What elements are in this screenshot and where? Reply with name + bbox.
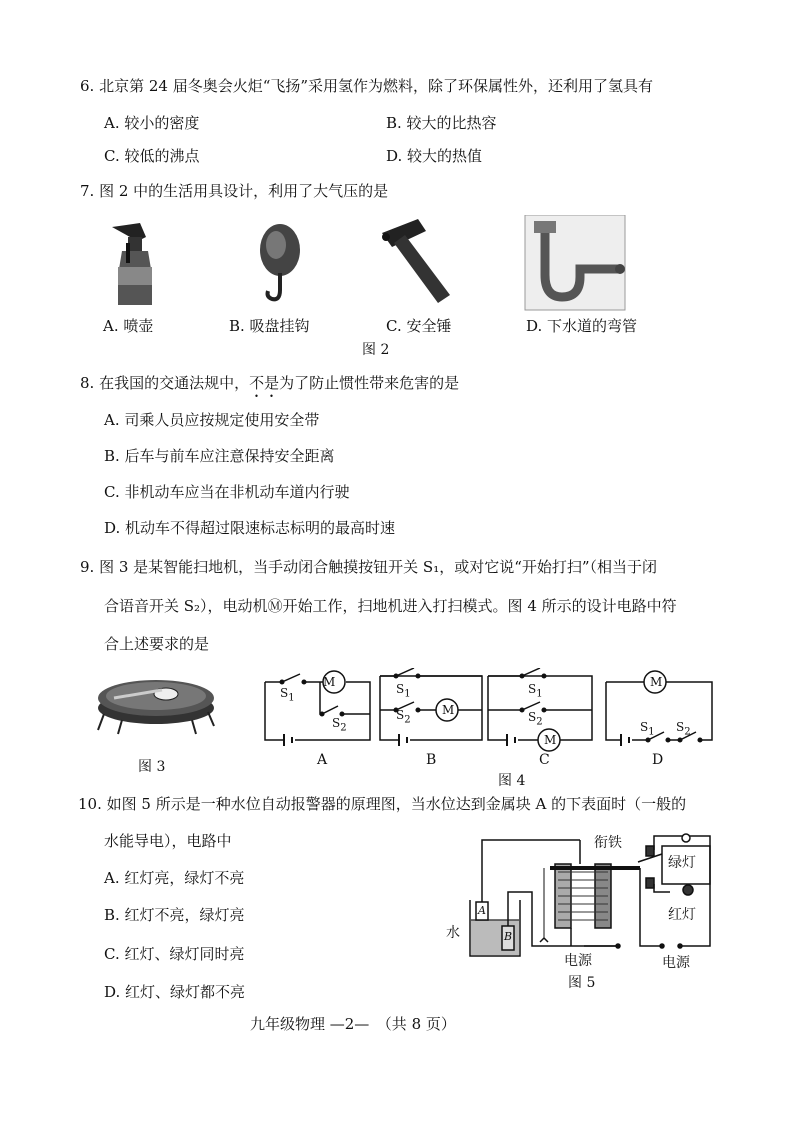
circuit-b-s2: $S_2$: [396, 708, 411, 726]
spray-bottle-image: [112, 223, 152, 305]
q8-option-d: D. 机动车不得超过限速标志标明的最高时速: [104, 519, 396, 537]
block-b-label: B: [504, 930, 513, 943]
safety-hammer-image: [382, 219, 450, 303]
circuit-a-s1: $S_1$: [280, 686, 295, 704]
water-label: 水: [446, 925, 460, 941]
circuit-b-s1: $S_1$: [396, 682, 411, 700]
power-source-2-label: 电源: [662, 955, 690, 971]
circuit-d-s1: $S_1$: [640, 720, 655, 738]
q10-line1: 10. 如图 5 所示是一种水位自动报警器的原理图，当水位达到金属块 A 的下表面时（一般的: [78, 795, 687, 813]
circuit-c-s2: $S_2$: [528, 710, 543, 728]
page-footer: 九年级物理 —2— （共 8 页）: [250, 1015, 456, 1033]
q8-stem-post: 为了防止惯性带来危害的是: [279, 374, 460, 392]
suction-hook-image: [260, 224, 300, 299]
q8-stem: [80, 373, 459, 401]
q10-option-c: C. 红灯、绿灯同时亮: [104, 945, 245, 963]
power-source-1-label: 电源: [564, 953, 592, 969]
q7-option-c: C. 安全锤: [386, 317, 452, 335]
green-lamp-label: 绿灯: [668, 855, 696, 871]
q10-fig5-caption: 图 5: [568, 975, 596, 991]
q10-option-b: B. 红灯不亮，绿灯亮: [104, 906, 245, 924]
circuit-a-s2: $S_2$: [332, 716, 347, 734]
circuit-d-motor-label: M: [650, 675, 663, 689]
circuit-a: [265, 671, 370, 746]
q9-line2: 合语音开关 S₂），电动机Ⓜ开始工作，扫地机进入打扫模式。图 4 所示的设计电路中符: [104, 597, 677, 615]
robot-vacuum-image: [92, 668, 222, 748]
circuit-d-label: D: [652, 752, 664, 768]
q7-option-b: B. 吸盘挂钩: [229, 317, 310, 335]
q7-figure-caption: 图 2: [362, 342, 390, 358]
q9-line3: 合上述要求的是: [104, 635, 210, 653]
red-lamp-label: 红灯: [668, 907, 696, 923]
q10-option-d: D. 红灯、绿灯都不亮: [104, 983, 246, 1001]
q6-option-d: D. 较大的热值: [386, 147, 483, 165]
q7-option-d: D. 下水道的弯管: [526, 317, 638, 335]
circuit-b-label: B: [426, 752, 437, 768]
q8-option-a: A. 司乘人员应按规定使用安全带: [104, 411, 320, 429]
block-a-label: A: [478, 904, 486, 917]
q8-option-b: B. 后车与前车应注意保持安全距离: [104, 447, 335, 465]
q8-option-c: C. 非机动车应当在非机动车道内行驶: [104, 483, 350, 501]
q6-option-a: A. 较小的密度: [104, 114, 200, 132]
circuit-b-motor-label: M: [442, 703, 455, 717]
q10-line2: 水能导电），电路中: [104, 832, 232, 850]
q10-option-a: A. 红灯亮，绿灯不亮: [104, 869, 245, 887]
armature-label: 衔铁: [594, 835, 622, 851]
circuit-d-s2: $S_2$: [676, 720, 691, 738]
q9-fig4-caption: 图 4: [498, 773, 526, 789]
water-alarm-diagram: [440, 828, 730, 968]
q7-images: [100, 215, 720, 315]
q8-stem-pre: 8. 在我国的交通法规中，: [80, 374, 250, 392]
drain-pipe-image: [525, 215, 625, 310]
circuit-b: [380, 668, 482, 746]
q9-line1: 9. 图 3 是某智能扫地机，当手动闭合触摸按钮开关 S₁，或对它说“开始打扫”（相当于闭: [80, 558, 658, 576]
q6-option-b: B. 较大的比热容: [386, 114, 497, 132]
circuit-c-motor-label: M: [544, 733, 557, 747]
circuit-a-label: A: [317, 752, 328, 768]
q7-option-a: A. 喷壶: [103, 317, 154, 335]
q6-option-c: C. 较低的沸点: [104, 147, 200, 165]
q7-stem: 7. 图 2 中的生活用具设计，利用了大气压的是: [80, 182, 389, 200]
q6-stem: 6. 北京第 24 届冬奥会火炬“飞扬”采用氢作为燃料，除了环保属性外，还利用了氢具有: [80, 77, 654, 95]
q9-fig3-caption: 图 3: [138, 759, 166, 775]
circuit-c-s1: $S_1$: [528, 682, 543, 700]
circuit-c-label: C: [539, 752, 550, 768]
circuit-a-motor-label: M: [323, 675, 336, 689]
q8-stem-emphasis: 不是: [249, 374, 280, 392]
